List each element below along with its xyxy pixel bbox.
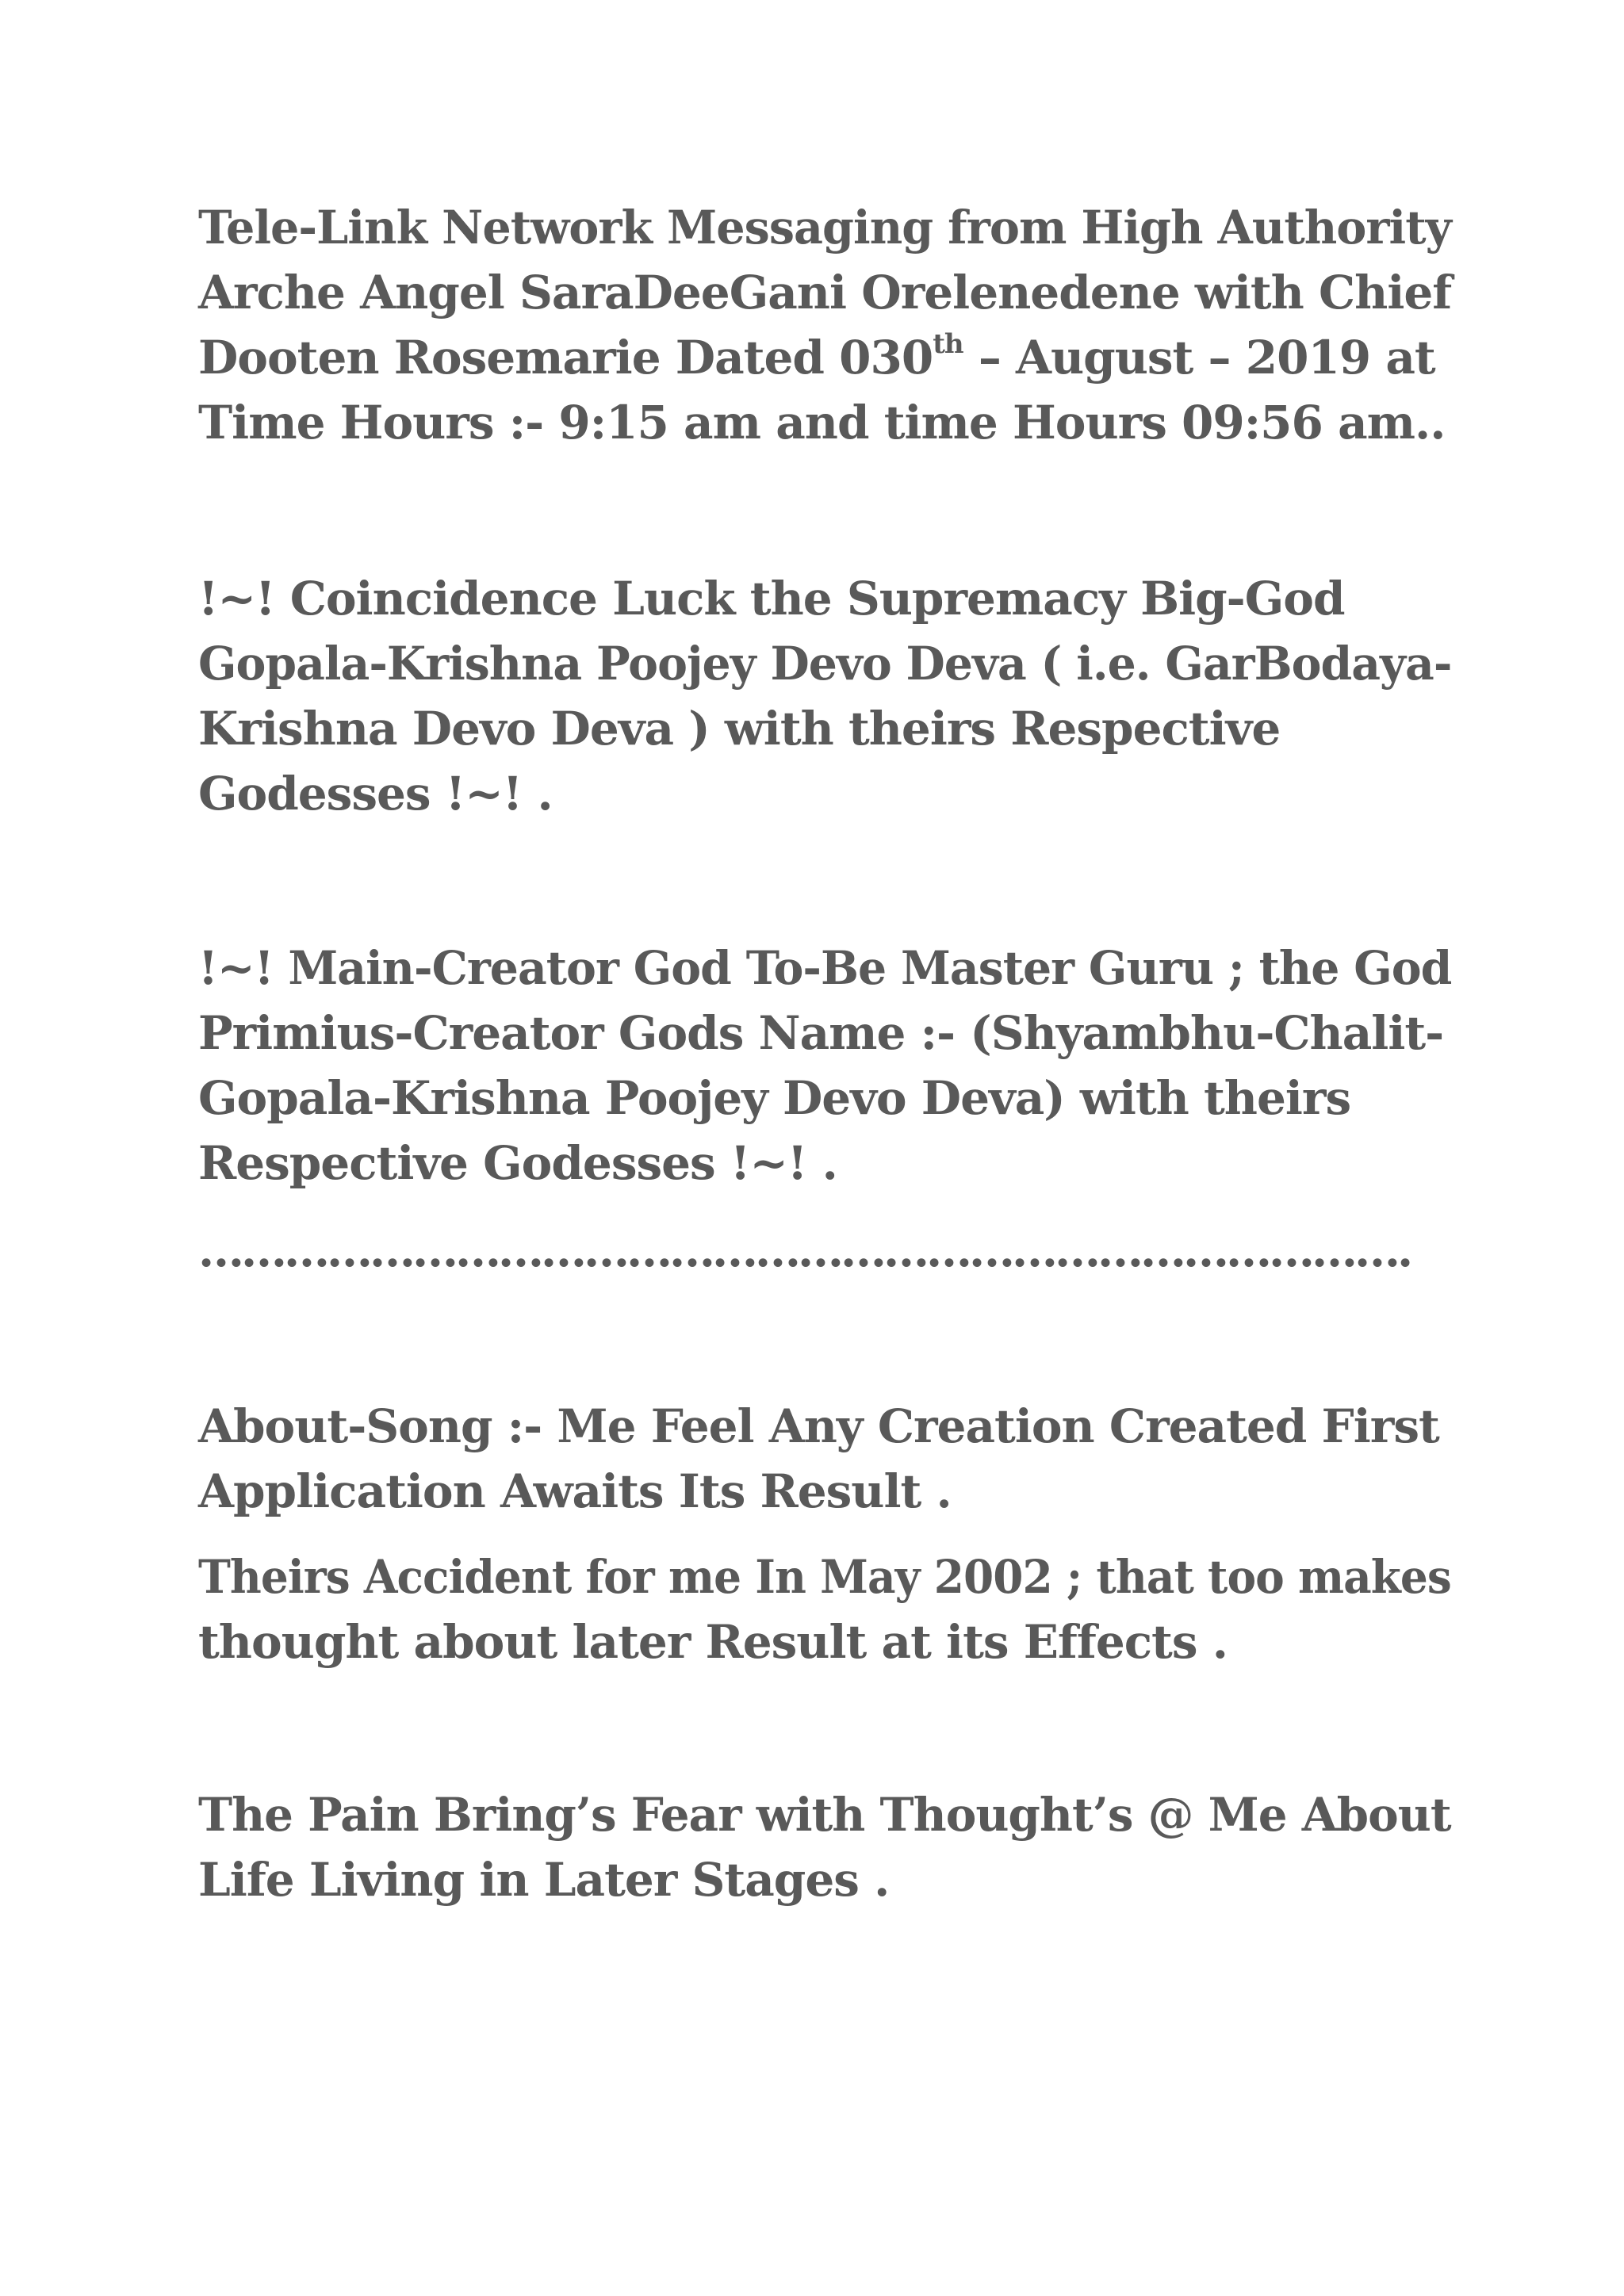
header-line-4: Time Hours :- 9:15 am and time Hours 09:56 am..: [198, 396, 1446, 450]
paragraph-2-line-1: !~! Coincidence Luck the Supremacy Big-God: [198, 572, 1345, 626]
ordinal-suffix: th: [933, 327, 963, 360]
paragraph-6-line-1: The Pain Bring’s Fear with Thought’s @ Me About: [198, 1788, 1451, 1842]
header-line-3-date: – August – 2019 at: [963, 331, 1435, 385]
paragraph-3-line-3: Gopala-Krishna Poojey Devo Deva) with theirs: [198, 1071, 1351, 1125]
paragraph-5-line-1: Theirs Accident for me In May 2002 ; that too makes: [198, 1550, 1451, 1604]
paragraph-5-line-2: thought about later Result at its Effects .: [198, 1615, 1228, 1669]
paragraph-2-line-2: Gopala-Krishna Poojey Devo Deva ( i.e. GarBodaya-: [198, 637, 1452, 691]
dotted-separator: ………………………………………………………………………….: [198, 1223, 1411, 1277]
paragraph-3-line-4: Respective Godesses !~! .: [198, 1136, 837, 1190]
paragraph-6-line-2: Life Living in Later Stages .: [198, 1853, 890, 1907]
header-line-1: Tele-Link Network Messaging from High Authority: [198, 201, 1451, 254]
paragraph-3-line-1: !~! Main-Creator God To-Be Master Guru ; the God: [198, 941, 1452, 995]
paragraph-4-line-2: Application Awaits Its Result .: [198, 1464, 952, 1518]
header-line-2: Arche Angel SaraDeeGani Orelenedene with Chief: [198, 266, 1452, 320]
header-line-3: [198, 325, 1435, 390]
paragraph-2-line-4: Godesses !~! .: [198, 767, 553, 821]
paragraph-4-line-1: About-Song :- Me Feel Any Creation Created First: [198, 1399, 1439, 1453]
document-page: [198, 0, 1451, 2296]
header-line-3-text: Dooten Rosemarie Dated 030: [198, 331, 933, 385]
paragraph-3-line-2: Primius-Creator Gods Name :- (Shyambhu-Chalit-: [198, 1006, 1444, 1060]
paragraph-2-line-3: Krishna Devo Deva ) with theirs Respective: [198, 702, 1281, 756]
